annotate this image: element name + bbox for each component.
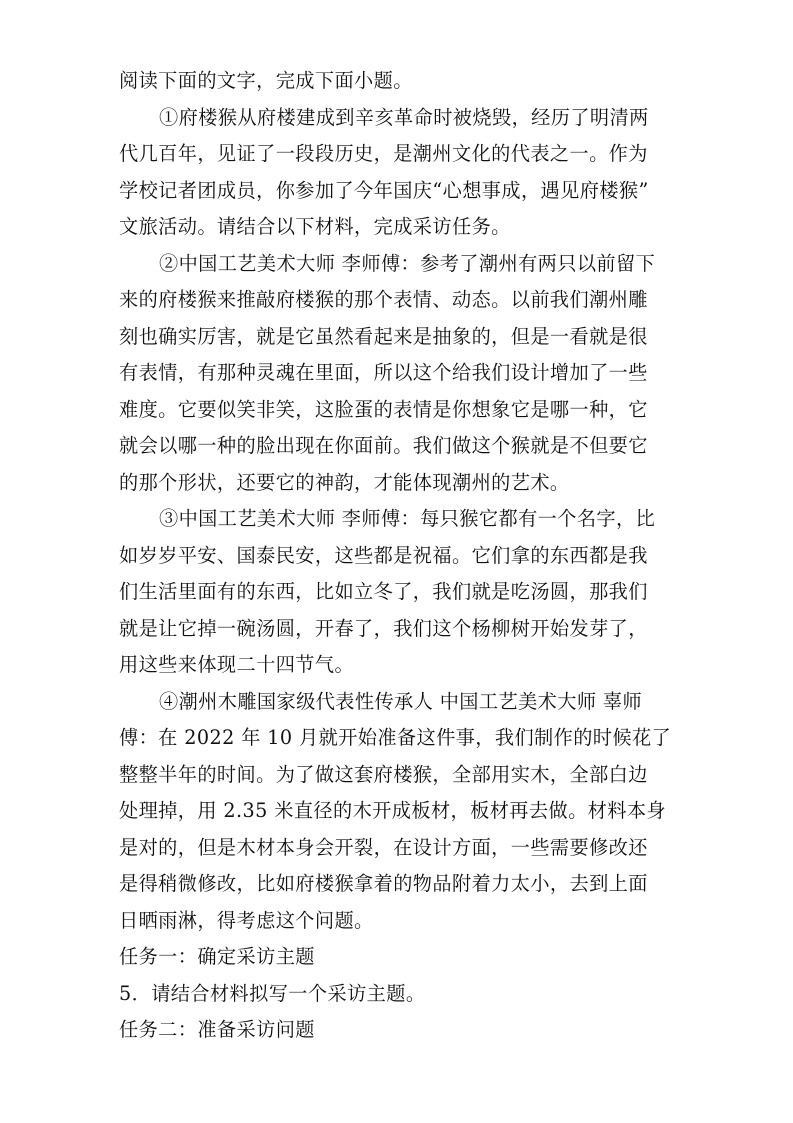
reading-instruction: 阅读下面的文字，完成下面小题。 xyxy=(119,69,413,92)
paragraph-line: 代几百年，见证了一段段历史，是潮州文化的代表之一。作为 xyxy=(119,142,648,165)
paragraph-line: ④潮州木雕国家级代表性传承人 中国工艺美术大师 辜师 xyxy=(159,689,643,713)
document-page xyxy=(119,63,679,1049)
paragraph-line: ③中国工艺美术大师 李师傅：每只猴它都有一个名字，比 xyxy=(159,507,656,530)
paragraph-line: ①府楼猴从府楼建成到辛亥革命时被烧毁，经历了明清两 xyxy=(159,105,649,129)
paragraph-line: 学校记者团成员，你参加了今年国庆“心想事成，遇见府楼猴” xyxy=(119,178,649,202)
task-one-heading: 任务一：确定采访主题 xyxy=(119,945,315,968)
paragraph-line: 难度。它要似笑非笑，这脸蛋的表情是你想象它是哪一种，它 xyxy=(119,397,648,421)
paragraph-line: 刻也确实厉害，就是它虽然看起来是抽象的，但是一看就是很 xyxy=(119,324,648,348)
paragraph-line: 处理掉，用 2.35 米直径的木开成板材，板材再去做。材料本身 xyxy=(119,799,667,822)
paragraph-line: 整整半年的时间。为了做这套府楼猴，全部用实木，全部白边 xyxy=(119,762,648,786)
paragraph-2 xyxy=(119,246,679,502)
paragraph-1 xyxy=(119,100,679,246)
paragraph-line: 文旅活动。请结合以下材料，完成采访任务。 xyxy=(119,215,511,238)
paragraph-line: 就会以哪一种的脸出现在你面前。我们做这个猴就是不但要它 xyxy=(119,434,648,457)
paragraph-line: 就是让它掉一碗汤圆，开春了，我们这个杨柳树开始发芽了， xyxy=(119,616,648,640)
task-two-heading: 任务二：准备采访问题 xyxy=(119,1018,315,1041)
paragraph-line: 用这些来体现二十四节气。 xyxy=(119,653,355,676)
question-5: 5．请结合材料拟写一个采访主题。 xyxy=(119,981,426,1005)
paragraph-line: 来的府楼猴来推敲府楼猴的那个表情、动态。以前我们潮州雕 xyxy=(119,288,648,311)
paragraph-line: 的那个形状，还要它的神韵，才能体现潮州的艺术。 xyxy=(119,470,570,494)
paragraph-line: 们生活里面有的东西，比如立冬了，我们就是吃汤圆，那我们 xyxy=(119,580,648,603)
paragraph-line: 是得稍微修改，比如府楼猴拿着的物品附着力太小，去到上面 xyxy=(119,872,648,895)
paragraph-line: 如岁岁平安、国泰民安，这些都是祝福。它们拿的东西都是我 xyxy=(119,543,648,567)
paragraph-line: 日晒雨淋，得考虑这个问题。 xyxy=(119,908,374,932)
paragraph-line: 傅：在 2022 年 10 月就开始准备这件事，我们制作的时候花了 xyxy=(119,726,672,749)
paragraph-3 xyxy=(119,501,679,684)
paragraph-line: 是对的，但是木材本身会开裂，在设计方面，一些需要修改还 xyxy=(119,835,648,859)
paragraph-4 xyxy=(119,684,679,940)
paragraph-line: 有表情，有那种灵魂在里面，所以这个给我们设计增加了一些 xyxy=(119,361,648,384)
paragraph-line: ②中国工艺美术大师 李师傅：参考了潮州有两只以前留下 xyxy=(159,251,656,275)
